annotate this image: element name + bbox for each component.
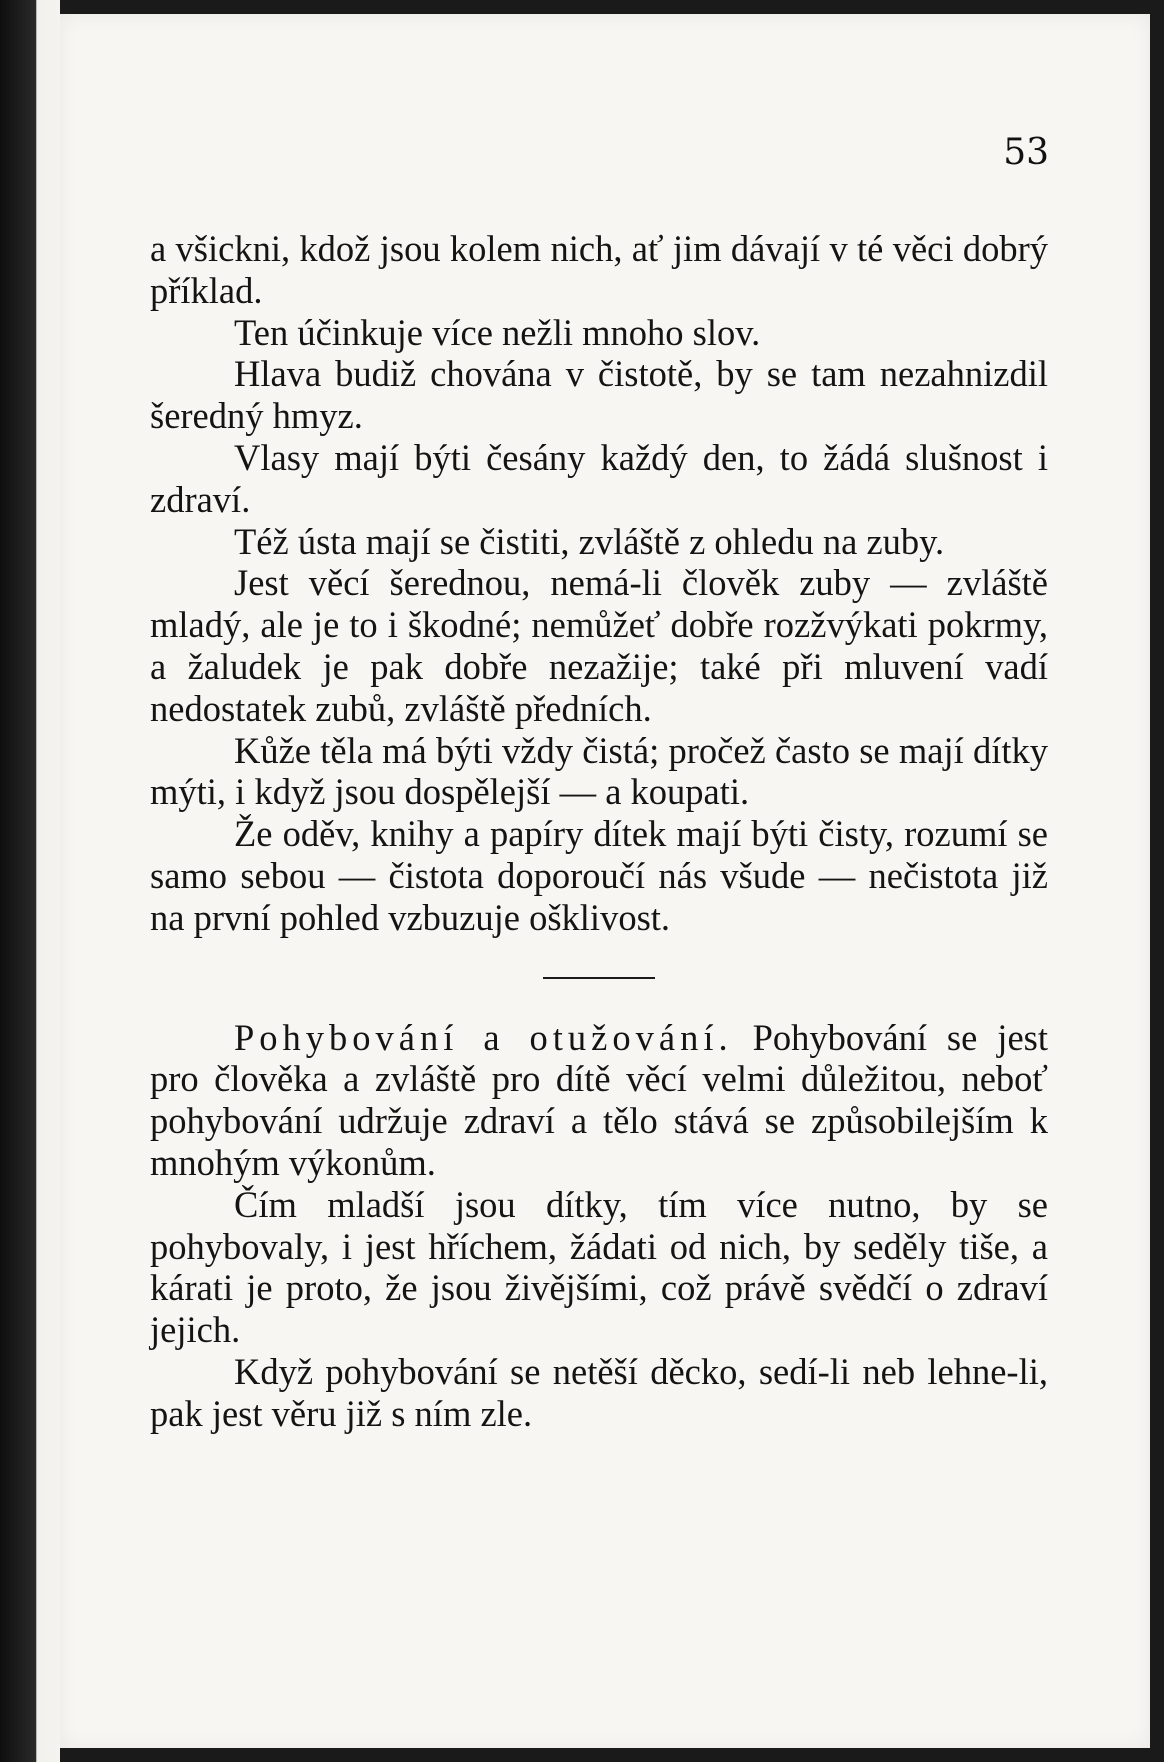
paragraph-1: a všickni, kdož jsou kolem nich, ať jim dávají v té věci dobrý příklad. — [150, 228, 1048, 311]
section-paragraph-1: Čím mladší jsou dítky, tím více nutno, by se pohybovaly, i jest hříchem, žádati od nich, by seděly tiše, a kárati je proto, že jsou živějšími, což právě svědčí o zdraví jejich. — [150, 1183, 1048, 1351]
paragraph-2: Ten účinkuje více nežli mnoho slov. — [234, 311, 761, 353]
section-heading: Pohybování a otužování. — [234, 1016, 733, 1058]
paragraph-5: Též ústa mají se čistiti, zvláště z ohledu na zuby. — [234, 520, 945, 562]
paragraph-8: Že oděv, knihy a papíry dítek mají býti čisty, rozumí se samo sebou — čistota doporoučí nás všude — nečistota již na první pohled vzbuzuje ošklivost. — [150, 813, 1048, 938]
section-divider — [543, 977, 655, 979]
page-body — [150, 228, 1048, 1435]
paragraph-6: Jest věcí šerednou, nemá-li člověk zuby — zvláště mladý, ale je to i škodné; nemůžeť dobře rozžvýkati pokrmy, a žaludek je pak dobře nezažije; také při mluvení vadí nedostatek zubů, zvláště předních. — [150, 562, 1048, 729]
section-paragraph-2: Když pohybování se netěší děcko, sedí-li neb lehne-li, pak jest věru již s ním zle. — [150, 1350, 1048, 1434]
paragraph-7: Kůže těla má býti vždy čistá; pročež často se mají dítky mýti, i když jsou dospělejší — a koupati. — [150, 729, 1048, 813]
section-intro-paragraph — [150, 1017, 1048, 1184]
section-intro-text: Pohybování se jest pro člověka a zvláště pro dítě věcí velmi důležitou, neboť pohybování udržuje zdraví a tělo stává se způsobilejším k mnohým výkonům. — [150, 1016, 1048, 1183]
scan-left-edge — [0, 0, 60, 1762]
paragraph-4: Vlasy mají býti česány každý den, to žádá slušnost i zdraví. — [150, 436, 1048, 520]
paragraph-3: Hlava budiž chována v čistotě, by se tam nezahnizdil šeredný hmyz. — [150, 353, 1048, 437]
page-number: 53 — [1003, 132, 1049, 173]
